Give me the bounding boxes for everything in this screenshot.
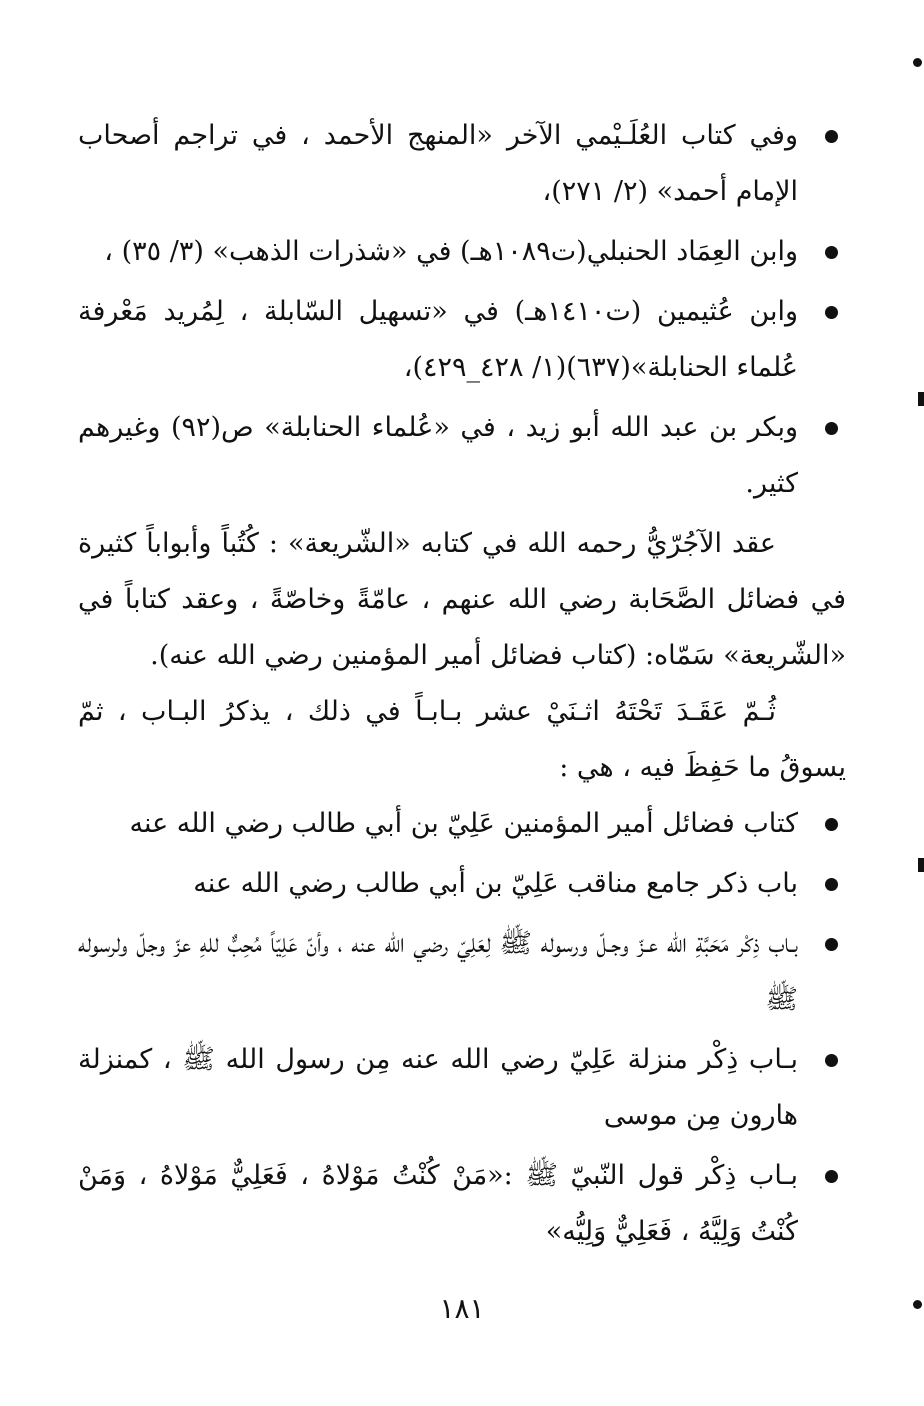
list-item [78, 1148, 846, 1260]
bullet-icon [825, 878, 838, 891]
list-item-text: وابن عُثيمين (ت١٤١٠هـ) في «تسهيل السّابلة ، لِمُريد مَعْرفة عُلماء الحنابلة»(٦٣٧)(١/ ٤٢٨_٤٢٩)، [78, 296, 798, 383]
page-number: ١٨١ [439, 1292, 485, 1325]
scan-mark [918, 858, 924, 872]
page-body [78, 108, 846, 1264]
bullet-icon [825, 1170, 838, 1183]
list-item [78, 400, 846, 512]
list-item [78, 224, 846, 280]
list-item [78, 108, 846, 220]
list-item [78, 284, 846, 396]
bullet-icon [825, 246, 838, 259]
bullet-icon [825, 818, 838, 831]
scan-mark [913, 58, 922, 67]
list-item [78, 1032, 846, 1144]
list-item-text: وابن العِمَاد الحنبلي(ت١٠٨٩هـ) في «شذرات الذهب» (٣/ ٣٥) ، [104, 236, 798, 267]
scan-mark [918, 392, 924, 406]
list-item-text: بـاب ذِكْر منزلة عَلِيّ رضي الله عنه مِن رسول الله ﷺ ، كمنزلة هارون مِن موسى [78, 1044, 798, 1131]
bullet-icon [825, 938, 838, 951]
list-item-text: وفي كتاب العُلَـيْمي الآخر «المنهج الأحمد ، في تراجم أصحاب الإمام أحمد» (٢/ ٢٧١)، [78, 120, 798, 207]
list-item [78, 916, 846, 1028]
list-item-text: كتاب فضائل أمير المؤمنين عَلِيّ بن أبي طالب رضي الله عنه [129, 808, 798, 839]
list-item [78, 796, 846, 852]
list-item-text: وبكر بن عبد الله أبو زيد ، في «عُلماء الحنابلة» ص(٩٢) وغيرهم كثير. [78, 412, 799, 499]
bullet-icon [825, 422, 838, 435]
bullet-icon [825, 306, 838, 319]
list-item-text: بـاب ذِكْر قول النّبيّ ﷺ :«مَنْ كُنْتُ مَوْلاهُ ، فَعَلِيٌّ مَوْلاهُ ، وَمَنْ كُنْتُ وَلِيَّهُ ، فَعَلِيٌّ وَلِيُّه» [78, 1160, 798, 1247]
list-item-text: بـاب ذِكْر مَحَبَّةِ الله عـزّ وجـلّ ورسوله ﷺ لِعَلِيّ رضي الله عنه ، وأنّ عَلِيّاً مُحِبٌّ للهِ عزّ وجلّ ولرسوله ﷺ [78, 928, 798, 1015]
list-item [78, 856, 846, 912]
bullet-icon [825, 130, 838, 143]
list-item-text: باب ذكر جامع مناقب عَلِيّ بن أبي طالب رضي الله عنه [193, 868, 798, 899]
body-paragraph: ثُـمّ عَقَـدَ تَحْتَهُ اثـنَيْ عشر بـابـاً في ذلك ، يذكرُ البـاب ، ثمّ يسوقُ ما حَفِظَ فيه ، هي : [78, 696, 846, 783]
body-paragraph: عقد الآجُرّيُّ رحمه الله في كتابه «الشّريعة» : كُتُباً وأبواباً كثيرة في فضائل الصَّحَابة رضي الله عنهم ، عامّةً وخاصّةً ، وعقد كتاباً في «الشّريعة» سَمّاه: (كتاب فضائل أمير المؤمنين رضي الله عنه). [78, 528, 846, 671]
bullet-icon [825, 1054, 838, 1067]
